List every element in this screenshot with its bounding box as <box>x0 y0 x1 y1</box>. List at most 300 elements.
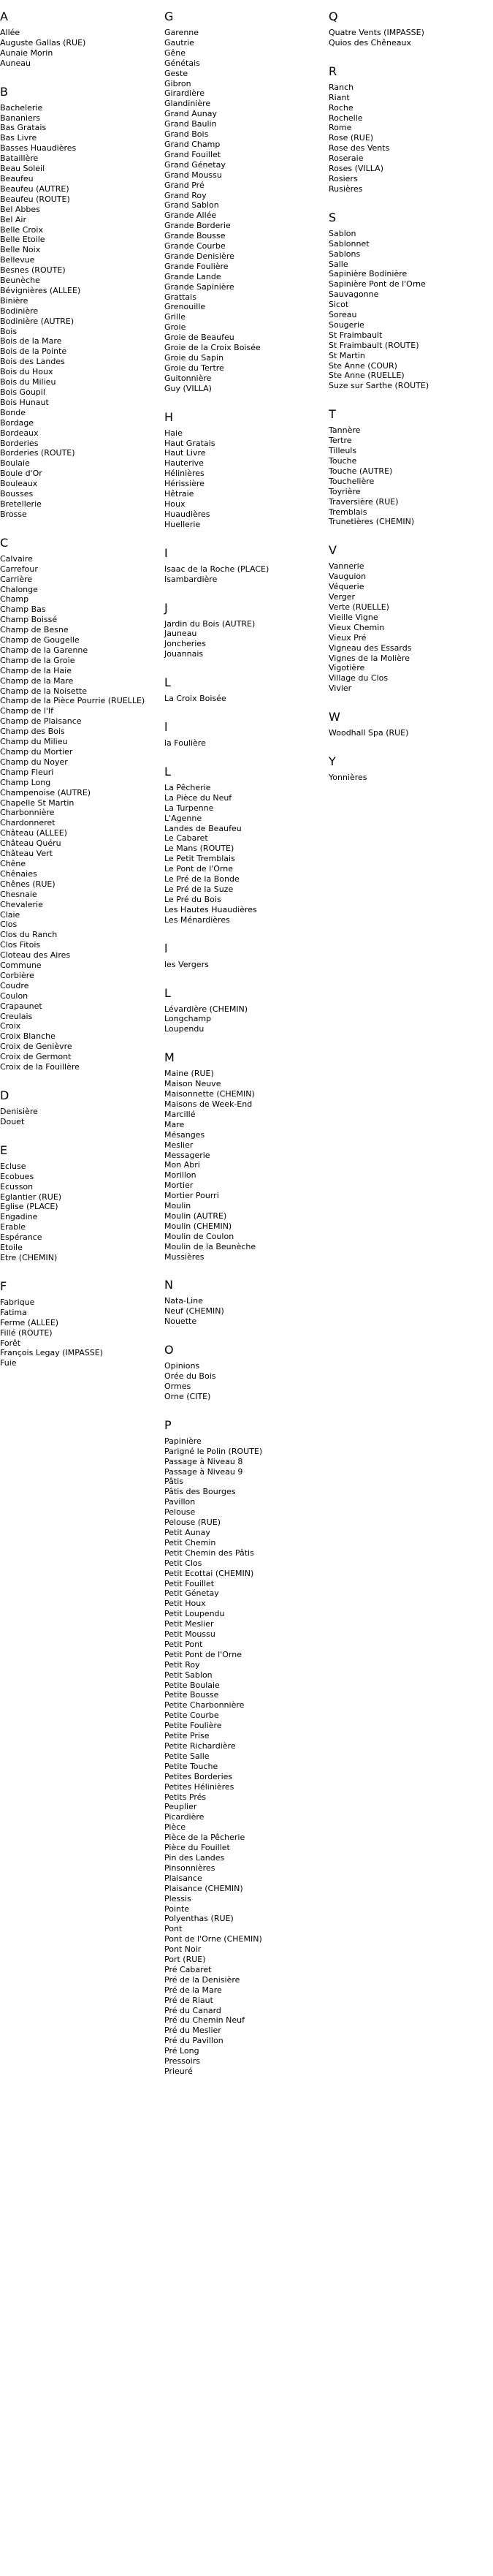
street-name: Petite Courbe <box>164 1711 219 1721</box>
letter-section <box>164 10 329 394</box>
street-name: Maisonnette (CHEMIN) <box>164 1089 255 1099</box>
street-name: Petite Bousse <box>164 1690 219 1700</box>
letter-section <box>0 10 164 69</box>
street-name: Petit Pont <box>164 1639 203 1649</box>
street-name: La Croix Boisée <box>164 694 226 704</box>
street-name: Bévignières (ALLEE) <box>0 285 81 295</box>
street-name: Pelouse (RUE) <box>164 1518 221 1528</box>
street-name: Beaufeu <box>0 173 34 183</box>
street-name: Chalonge <box>0 584 38 594</box>
street-name: Calvaire <box>0 553 33 564</box>
street-name: Grande Borderie <box>164 221 231 231</box>
street-name: Touche <box>329 456 357 466</box>
street-name: Petits Prés <box>164 1792 207 1802</box>
section-letter-heading: F <box>0 1278 7 1293</box>
street-name: Verte (RUELLE) <box>329 602 389 612</box>
letter-section <box>329 754 493 783</box>
street-name: Beau Soleil <box>0 164 45 174</box>
street-name: Corbière <box>0 970 34 980</box>
street-list <box>0 1107 164 1127</box>
street-name: Champ de Plaisance <box>0 716 82 727</box>
street-name: Bouleaux <box>0 479 38 489</box>
street-name: Houx <box>164 499 186 509</box>
street-name: Haut Livre <box>164 448 206 458</box>
street-name: Rusières <box>329 183 363 194</box>
street-name: Champ de la Groie <box>0 655 75 665</box>
street-name: Château Quéru <box>0 838 61 849</box>
section-letter-heading: S <box>329 210 337 224</box>
street-name: Champ Boissé <box>0 615 58 625</box>
street-name: Groie de Beaufeu <box>164 333 234 343</box>
street-name: Ste Anne (RUELLE) <box>329 371 405 381</box>
street-name: Bousses <box>0 489 34 499</box>
letter-section <box>329 710 493 738</box>
street-name: Vigneau des Essards <box>329 643 412 653</box>
street-name: Allée <box>0 28 20 37</box>
section-letter-heading: E <box>0 1143 8 1157</box>
street-name: Ste Anne (COUR) <box>329 360 397 371</box>
street-name: Pré du Chemin Neuf <box>164 2015 245 2026</box>
street-name: Jouannais <box>164 649 204 659</box>
street-name: Chênaies <box>0 868 37 879</box>
street-name: Champ Fleuri <box>0 767 54 777</box>
section-letter-heading: B <box>0 84 8 99</box>
street-name: Grande Foulière <box>164 261 229 271</box>
street-name: Pré du Pavillon <box>164 2036 223 2046</box>
street-name: Grand Roy <box>164 190 207 200</box>
street-list <box>0 1162 164 1263</box>
letter-section <box>329 543 493 694</box>
street-name: Petites Hélinières <box>164 1781 234 1792</box>
street-name: Marcillé <box>164 1109 196 1119</box>
street-name: Isaac de la Roche (PLACE) <box>164 564 270 574</box>
street-name: Champ du Mortier <box>0 747 73 757</box>
street-name: Vieille Vigne <box>329 612 378 622</box>
street-list <box>0 103 164 520</box>
street-name: Polyenthas (RUE) <box>164 1914 234 1924</box>
street-name: Espérance <box>0 1232 42 1243</box>
street-name: Touche (AUTRE) <box>329 466 393 476</box>
letter-section <box>0 1143 164 1263</box>
street-name: Opinions <box>164 1361 200 1371</box>
street-name: Pavillon <box>164 1497 196 1507</box>
street-name: Groie <box>164 322 186 333</box>
street-name: Bretellerie <box>0 499 42 509</box>
street-name: Champ de la Pièce Pourrie (RUELLE) <box>0 696 145 706</box>
street-list <box>329 229 493 392</box>
street-list <box>164 619 329 660</box>
street-name: Suze sur Sarthe (ROUTE) <box>329 381 429 391</box>
street-name: Quatre Vents (IMPASSE) <box>329 28 424 37</box>
street-name: Grenouille <box>164 302 206 312</box>
street-name: Huellerie <box>164 519 201 529</box>
street-name: Passage à Niveau 9 <box>164 1466 243 1477</box>
street-name: Grattais <box>164 292 196 302</box>
street-name: Petit Roy <box>164 1659 200 1670</box>
section-letter-heading: G <box>164 10 174 23</box>
street-name: Parigné le Polin (ROUTE) <box>164 1446 263 1456</box>
street-list <box>164 564 329 585</box>
section-letter-heading: C <box>0 535 9 550</box>
street-name: Sablonnet <box>329 238 370 249</box>
street-name: Petit Pont de l'Orne <box>164 1649 242 1659</box>
street-name: Tannère <box>329 425 361 436</box>
street-name: Petit Chemin <box>164 1537 216 1548</box>
street-name: Pièce <box>164 1822 186 1833</box>
street-name: Vauguion <box>329 572 367 582</box>
street-list <box>164 783 329 925</box>
street-name: Boule d'Or <box>0 469 42 479</box>
letter-section <box>164 1050 329 1262</box>
street-name: Pont <box>164 1924 183 1934</box>
street-name: Petit Ecottai (CHEMIN) <box>164 1568 254 1578</box>
street-name: Petite Salle <box>164 1751 210 1761</box>
street-name: Chênes (RUE) <box>0 879 56 889</box>
street-name: Gibron <box>164 78 191 88</box>
street-name: Chardonneret <box>0 818 56 828</box>
street-name: St Fraimbault (ROUTE) <box>329 340 419 350</box>
street-name: Bachelerie <box>0 102 43 113</box>
street-name: Petit Moussu <box>164 1629 215 1640</box>
street-name: Le Pré du Bois <box>164 894 221 904</box>
street-index-column-1 <box>0 10 164 1384</box>
street-name: Nata-Line <box>164 1296 203 1306</box>
street-name: Petit Chemin des Pâtis <box>164 1548 254 1558</box>
street-name: Mortier Pourri <box>164 1191 219 1201</box>
street-name: Champ Long <box>0 777 51 787</box>
street-name: Château (ALLEE) <box>0 828 67 838</box>
street-name: Bas Gratais <box>0 123 47 133</box>
street-name: Pièce de la Pêcherie <box>164 1833 245 1843</box>
street-name: La Pièce du Neuf <box>164 792 232 803</box>
letter-section <box>164 720 329 749</box>
street-name: Petit Meslier <box>164 1619 214 1629</box>
street-name: Hélinières <box>164 469 205 479</box>
street-name: Bataillère <box>0 154 39 164</box>
street-index-column-3 <box>329 10 493 799</box>
section-letter-heading: L <box>164 764 171 779</box>
street-name: Grand Pré <box>164 180 205 190</box>
street-name: Village du Clos <box>329 673 389 683</box>
letter-section <box>164 765 329 925</box>
street-name: Glandinière <box>164 99 211 109</box>
street-name: Sablon <box>329 228 356 238</box>
street-name: Hauterive <box>164 458 204 469</box>
street-name: Aunaie Morin <box>0 48 53 58</box>
street-list <box>329 83 493 194</box>
street-name: Champ de Besne <box>0 625 69 635</box>
street-list <box>329 28 493 48</box>
street-name: Croix Blanche <box>0 1031 56 1042</box>
letter-section <box>329 211 493 392</box>
street-name: Grande Lande <box>164 271 221 281</box>
street-name: Tilleuls <box>329 446 357 456</box>
letter-section <box>164 1343 329 1402</box>
street-index-column-2 <box>164 10 329 2093</box>
street-name: Rosiers <box>329 173 358 183</box>
street-name: Besnes (ROUTE) <box>0 265 66 276</box>
street-name: Croix de Germont <box>0 1052 72 1062</box>
street-name: Pré Cabaret <box>164 1964 212 1974</box>
street-list <box>0 554 164 1072</box>
street-list <box>164 1004 329 1035</box>
section-letter-heading: H <box>164 409 174 424</box>
street-name: Bordeaux <box>0 428 39 438</box>
street-name: Château Vert <box>0 849 53 859</box>
street-name: Petit Génetay <box>164 1588 219 1599</box>
street-name: Ferme (ALLEE) <box>0 1317 59 1327</box>
street-name: Salle <box>329 259 348 269</box>
street-name: Lévardière (CHEMIN) <box>164 1004 248 1014</box>
street-name: Grand Sablon <box>164 200 219 211</box>
street-name: Pelouse <box>164 1507 196 1518</box>
street-name: Carrière <box>0 574 33 584</box>
street-name: Forêt <box>0 1338 21 1348</box>
street-name: Petit Loupendu <box>164 1609 225 1619</box>
street-name: Touchelière <box>329 476 375 486</box>
street-name: Nouette <box>164 1317 197 1327</box>
street-name: Haut Gratais <box>164 438 215 448</box>
street-name: Champ des Bois <box>0 727 65 737</box>
section-letter-heading: O <box>164 1343 174 1357</box>
street-name: Groie de la Croix Boisée <box>164 343 261 353</box>
street-name: Messagerie <box>164 1150 210 1160</box>
street-name: Grand Aunay <box>164 109 217 119</box>
street-name: Rose (RUE) <box>329 133 374 143</box>
street-name: Le Mans (ROUTE) <box>164 844 234 854</box>
street-name: Engadine <box>0 1212 38 1222</box>
street-name: Sicot <box>329 300 349 310</box>
section-letter-heading: l <box>164 941 168 955</box>
street-name: la Foulière <box>164 738 206 749</box>
street-name: Ecusson <box>0 1181 34 1192</box>
street-name: Joncheries <box>164 639 206 649</box>
section-letter-heading: Q <box>329 10 338 23</box>
street-name: Beunèche <box>0 276 40 286</box>
street-name: Groie du Tertre <box>164 363 224 373</box>
street-name: Croix de Genièvre <box>0 1042 72 1052</box>
street-name: Bois du Houx <box>0 367 53 377</box>
street-name: Roses (VILLA) <box>329 164 383 174</box>
street-name: Champ <box>0 594 29 605</box>
street-name: Petit Houx <box>164 1599 206 1609</box>
section-letter-heading: l <box>164 720 168 735</box>
street-name: Brosse <box>0 509 27 519</box>
street-name: Pressoirs <box>164 2056 200 2067</box>
street-name: Pré du Canard <box>164 2005 221 2015</box>
street-name: Pâtis des Bourges <box>164 1487 236 1497</box>
section-letter-heading: W <box>329 710 340 724</box>
street-name: Borderies (ROUTE) <box>0 448 75 458</box>
street-name: Bodinière (AUTRE) <box>0 316 74 326</box>
street-name: Chesnaie <box>0 889 37 899</box>
street-list <box>329 425 493 527</box>
street-name: Champ du Noyer <box>0 757 68 767</box>
letter-section <box>329 64 493 194</box>
street-name: Loupendu <box>164 1024 205 1034</box>
letter-section <box>164 675 329 704</box>
street-name: Jauneau <box>164 629 197 639</box>
street-name: Le Pont de l'Orne <box>164 864 234 874</box>
street-name: Carrefour <box>0 564 38 574</box>
street-name: Sauvagonne <box>329 289 379 300</box>
section-letter-heading: T <box>329 407 336 422</box>
street-name: Peuplier <box>164 1802 197 1812</box>
section-letter-heading: P <box>164 1417 172 1432</box>
letter-section <box>0 536 164 1072</box>
street-name: Sapinière Bodinière <box>329 269 408 279</box>
street-name: Petit Clos <box>164 1558 202 1568</box>
street-name: Champ du Milieu <box>0 737 68 747</box>
street-name: Champ de la Haie <box>0 665 72 675</box>
street-name: Les Hautes Huaudières <box>164 904 257 914</box>
street-name: Basses Huaudières <box>0 143 77 154</box>
street-name: Petites Borderies <box>164 1771 233 1781</box>
street-name: Papinière <box>164 1436 202 1446</box>
street-name: Petit Aunay <box>164 1527 210 1537</box>
street-name: Grande Denisière <box>164 251 234 261</box>
street-name: Bel Air <box>0 214 26 224</box>
street-name: Orée du Bois <box>164 1371 216 1382</box>
street-name: Petite Boulaie <box>164 1680 220 1690</box>
letter-section <box>164 942 329 970</box>
street-list <box>329 728 493 738</box>
street-list <box>164 1436 329 2077</box>
street-name: Hêtraie <box>164 489 194 499</box>
street-name: Tertre <box>329 436 352 446</box>
street-name: Vignes de la Molière <box>329 653 410 663</box>
street-name: Génétais <box>164 58 200 68</box>
street-name: Le Pré de la Suze <box>164 884 234 894</box>
section-letter-heading: M <box>164 1050 175 1065</box>
street-name: Petite Charbonnière <box>164 1700 245 1711</box>
street-name: Jardin du Bois (AUTRE) <box>164 618 256 629</box>
street-name: Grand Génetay <box>164 159 226 170</box>
street-name: Sougerie <box>329 319 364 330</box>
street-name: Maison Neuve <box>164 1079 221 1089</box>
street-name: Mare <box>164 1119 185 1129</box>
letter-section <box>164 601 329 660</box>
street-name: Champ de la Garenne <box>0 645 88 655</box>
street-name: Bananiers <box>0 113 41 123</box>
street-list <box>164 1296 329 1327</box>
street-name: Pré du Meslier <box>164 2026 221 2036</box>
street-name: Gautrie <box>164 37 194 48</box>
street-name: Bois <box>0 326 18 336</box>
street-name: Guy (VILLA) <box>164 383 212 393</box>
street-name: Tremblais <box>329 507 367 517</box>
street-name: Ecobues <box>0 1171 34 1181</box>
street-name: Eglise (PLACE) <box>0 1202 58 1212</box>
street-name: Chapelle St Martin <box>0 798 74 808</box>
street-name: Fillé (ROUTE) <box>0 1327 53 1338</box>
street-list <box>164 738 329 749</box>
section-letter-heading: J <box>164 600 168 615</box>
street-name: Trunetières (CHEMIN) <box>329 517 415 527</box>
street-name: Grand Moussu <box>164 170 222 180</box>
street-name: Claie <box>0 909 20 920</box>
street-name: Clos du Ranch <box>0 930 58 940</box>
street-name: Garenne <box>164 28 199 37</box>
letter-section <box>329 407 493 527</box>
street-name: Huaudières <box>164 509 210 519</box>
street-name: L'Agenne <box>164 813 202 823</box>
street-name: Morillon <box>164 1170 196 1181</box>
street-name: Charbonnière <box>0 808 55 818</box>
street-name: Champ de Gougelle <box>0 635 80 645</box>
street-name: Binière <box>0 295 28 306</box>
street-name: Véquerie <box>329 582 364 592</box>
street-name: Ecluse <box>0 1161 26 1171</box>
street-name: Grand Champ <box>164 139 221 149</box>
street-name: Auneau <box>0 58 31 68</box>
street-name: Clos <box>0 920 18 930</box>
section-letter-heading: D <box>0 1088 9 1102</box>
section-letter-heading: L <box>164 675 171 690</box>
street-name: Grand Bois <box>164 129 209 140</box>
letter-section <box>329 10 493 48</box>
street-name: Beaufeu (ROUTE) <box>0 194 70 204</box>
letter-section <box>164 1418 329 2077</box>
street-name: Denisière <box>0 1107 38 1116</box>
letter-section <box>0 1088 164 1127</box>
street-name: Riant <box>329 92 350 102</box>
street-name: Croix <box>0 1021 21 1031</box>
street-name: Grande Bousse <box>164 231 226 241</box>
street-list <box>164 1361 329 1402</box>
street-name: Plaisance <box>164 1873 202 1883</box>
street-name: Maisons de Week-End <box>164 1099 253 1109</box>
street-name: Vieux Chemin <box>329 622 385 632</box>
street-name: Grande Sapinière <box>164 281 234 292</box>
letter-section <box>164 410 329 530</box>
street-list <box>164 28 329 394</box>
street-name: Landes de Beaufeu <box>164 823 242 833</box>
street-name: Pré de Riaut <box>164 1995 213 2005</box>
street-list <box>329 773 493 783</box>
street-name: Port (RUE) <box>164 1955 206 1965</box>
street-name: Grand Fouillet <box>164 149 221 159</box>
street-name: Moulin de la Beunèche <box>164 1241 256 1251</box>
street-name: Passage à Niveau 8 <box>164 1456 243 1466</box>
letter-section <box>0 85 164 520</box>
street-name: Vieux Pré <box>329 632 367 643</box>
street-list <box>164 1069 329 1262</box>
street-name: Pinsonnières <box>164 1863 215 1873</box>
street-name: Grande Courbe <box>164 241 226 251</box>
street-name: Bodinière <box>0 306 39 316</box>
street-name: Bois des Landes <box>0 357 65 367</box>
street-name: Le Petit Tremblais <box>164 854 235 864</box>
street-name: Vivier <box>329 683 352 694</box>
street-name: Pont Noir <box>164 1944 202 1955</box>
street-name: Champ Bas <box>0 605 46 615</box>
street-name: Beaufeu (AUTRE) <box>0 183 69 194</box>
street-name: Bas Livre <box>0 133 37 143</box>
street-name: Clos Fitois <box>0 940 41 950</box>
street-name: Boulaie <box>0 458 30 469</box>
street-name: Sapinière Pont de l'Orne <box>329 279 426 289</box>
street-name: Mortier <box>164 1181 194 1191</box>
section-letter-heading: A <box>0 10 8 23</box>
street-name: Belle Etoile <box>0 235 45 245</box>
street-name: Pré de la Mare <box>164 1985 222 1995</box>
street-name: Bonde <box>0 407 26 417</box>
section-letter-heading: R <box>329 64 337 78</box>
street-name: St Martin <box>329 350 365 360</box>
street-name: Bois Goupil <box>0 387 45 397</box>
street-name: Fatima <box>0 1307 27 1317</box>
